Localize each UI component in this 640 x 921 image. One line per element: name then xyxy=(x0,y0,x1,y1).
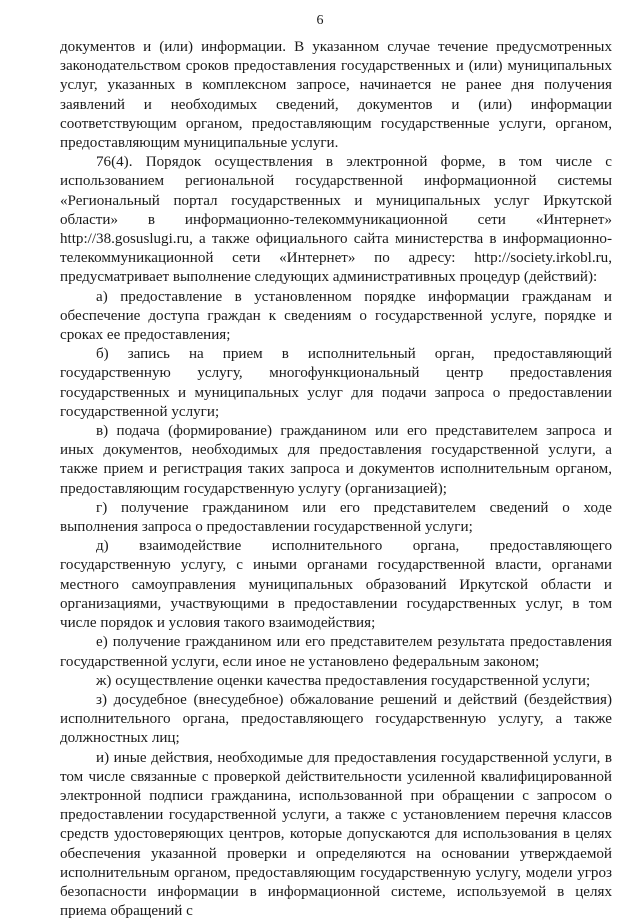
paragraph: ж) осуществление оценки качества предоставления государственной услуги; xyxy=(96,672,591,689)
paragraph: и) иные действия, необходимые для предоставления государственной услуги, в том числе связанные с проверкой действительности усиленной квалифицированной электронной подписи гражданина, использованной при обращении с запросом о предоставлении государственной услуги, а также с установлением перечня классов средств удостоверяющих центров, которые допускаются для использования в целях обеспечения указанной проверки и определяются на основании утверждаемой исполнительным органом, предоставляющим государственную услугу, модели угроз безопасности информации в информационной системе, используемой в целях приема обращений с xyxy=(60,749,612,920)
paragraph: документов и (или) информации. В указанном случае течение предусмотренных законодательством сроков предоставления государственных и (или) муниципальных услуг, указанных в комплексном запросе, начинается не ранее дня получения заявлений и необходимых сведений, документов и (или) информации соответствующим органом, предоставляющим государственные услуги, органом, предоставляющим муниципальные услуги. xyxy=(60,39,612,152)
paragraph: а) предоставление в установленном порядке информации гражданам и обеспечение доступа граждан к сведениям о государственной услуге, порядке и сроках ее предоставления; xyxy=(60,288,612,344)
paragraph: е) получение гражданином или его представителем результата предоставления государственной услуги, если иное не установлено федеральным законом; xyxy=(60,634,612,670)
paragraph: 76(4). Порядок осуществления в электронной форме, в том числе с использованием региональной государственной информационной системы «Региональный портал государственных и муниципальных услуг Иркутской области» в информационно-телекоммуникационной сети «Интернет» http://38.gosuslugi.ru, а также официального сайта министерства в информационно-телекоммуникационной сети «Интернет» по адресу: http://society.irkobl.ru, предусматривает выполнение следующих административных процедур (действий): xyxy=(60,154,612,286)
paragraph: г) получение гражданином или его представителем сведений о ходе выполнения запроса о предоставлении государственной услуги; xyxy=(60,499,612,536)
paragraph: б) запись на прием в исполнительный орган, предоставляющий государственную услугу, многофункциональный центр предоставления государственных и муниципальных услуг для подачи запроса о предоставлении государственной услуги; xyxy=(60,346,612,420)
page-number: 6 xyxy=(316,13,324,28)
body-text xyxy=(60,38,612,921)
paragraph: з) досудебное (внесудебное) обжалование решений и действий (бездействия) исполнительного органа, предоставляющего государственную услугу, а также должностных лиц; xyxy=(60,691,612,747)
paragraph: д) взаимодействие исполнительного органа, предоставляющего государственную услугу, с иными органами государственной власти, органами местного самоуправления муниципальных образований Иркутской области и организациями, участвующими в предоставлении государственных услуг, в том числе порядок и условия такого взаимодействия; xyxy=(60,538,612,632)
paragraph: в) подача (формирование) гражданином или его представителем запроса и иных документов, необходимых для предоставления государственной услуги, а также прием и регистрация таких запроса и документов исполнительным органом, предоставляющим государственную услугу (организацией); xyxy=(60,423,612,497)
